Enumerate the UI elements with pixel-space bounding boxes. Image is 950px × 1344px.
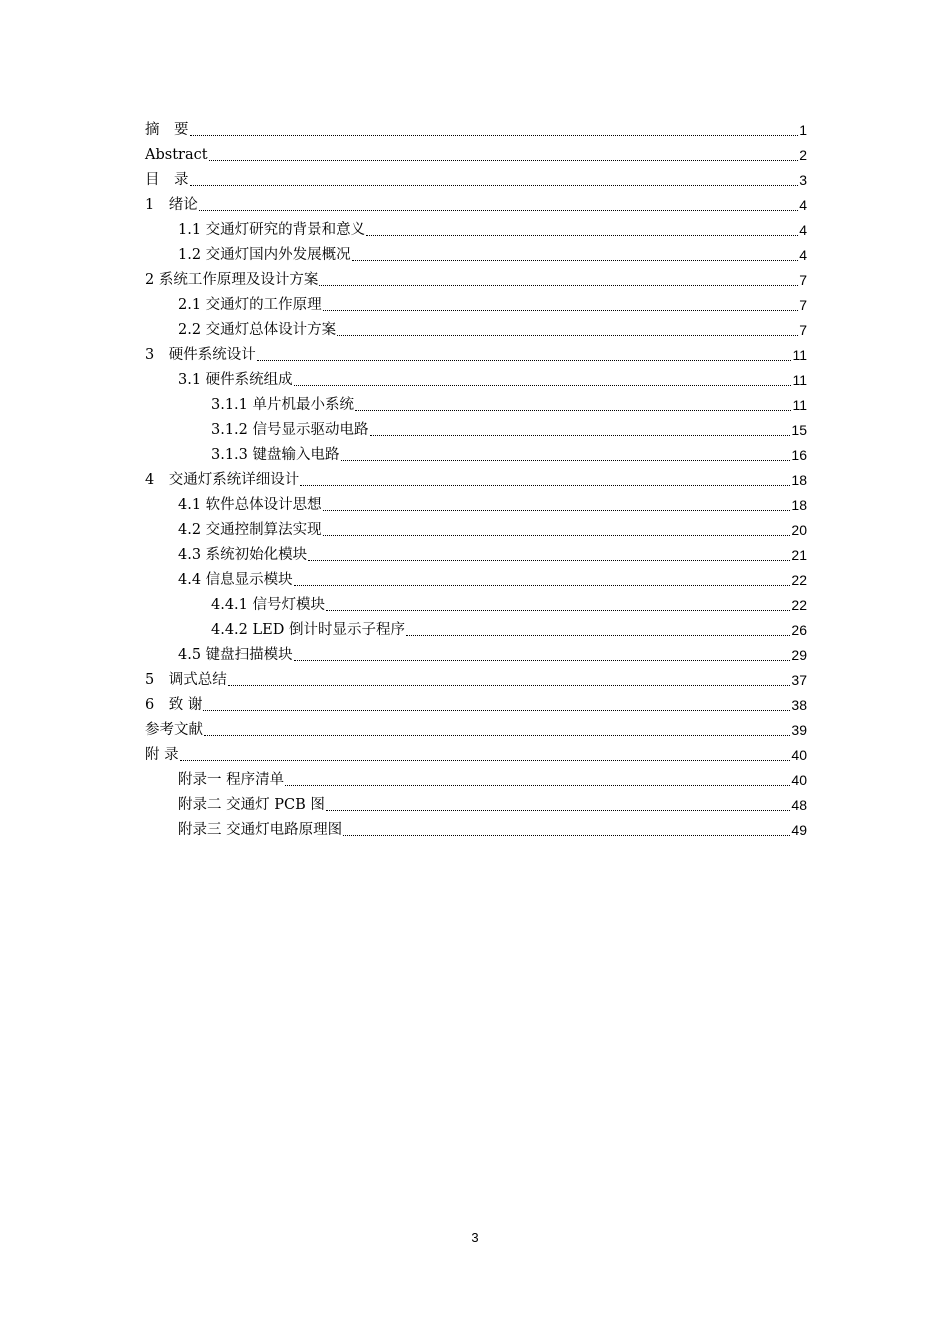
toc-entry-page: 16: [791, 447, 807, 463]
toc-entry-page: 7: [799, 272, 807, 288]
toc-dot-leader: [355, 410, 791, 411]
toc-dot-leader: [370, 435, 791, 436]
toc-dot-leader: [190, 135, 799, 136]
toc-entry[interactable]: [145, 291, 807, 316]
toc-entry-page: 40: [791, 747, 807, 763]
toc-entry[interactable]: [145, 391, 807, 416]
toc-entry-title: Abstract: [145, 147, 208, 163]
toc-dot-leader: [323, 310, 799, 311]
toc-entry-page: 15: [791, 422, 807, 438]
toc-entry[interactable]: [145, 191, 807, 216]
toc-entry-title: 3.1.2 信号显示驱动电路: [211, 422, 369, 438]
toc-dot-leader: [294, 660, 791, 661]
toc-entry[interactable]: [145, 416, 807, 441]
toc-dot-leader: [308, 560, 790, 561]
toc-entry[interactable]: [145, 541, 807, 566]
toc-entry[interactable]: [145, 616, 807, 641]
toc-entry-page: 7: [799, 297, 807, 313]
toc-entry-page: 1: [799, 122, 807, 138]
toc-entry[interactable]: [145, 691, 807, 716]
toc-entry-title: 附录一 程序清单: [178, 772, 285, 788]
toc-dot-leader: [190, 185, 799, 186]
toc-entry[interactable]: [145, 566, 807, 591]
toc-entry[interactable]: [145, 216, 807, 241]
toc-entry-page: 37: [791, 672, 807, 688]
toc-entry-title: 3.1.3 键盘输入电路: [211, 447, 340, 463]
toc-dot-leader: [199, 210, 798, 211]
toc-entry-title: 3 硬件系统设计: [145, 347, 256, 363]
toc-entry[interactable]: [145, 591, 807, 616]
toc-entry[interactable]: [145, 741, 807, 766]
toc-entry-page: 48: [791, 797, 807, 813]
toc-dot-leader: [343, 835, 790, 836]
toc-entry-page: 20: [791, 522, 807, 538]
toc-entry-title: 目 录: [145, 172, 189, 188]
toc-entry-title: 4.4 信息显示模块: [178, 572, 293, 588]
toc-entry-title: 4.4.2 LED 倒计时显示子程序: [211, 622, 405, 638]
toc-entry-title: 2.2 交通灯总体设计方案: [178, 322, 337, 338]
toc-dot-leader: [209, 160, 799, 161]
toc-entry-page: 11: [792, 372, 807, 388]
toc-entry-page: 49: [791, 822, 807, 838]
table-of-contents: [145, 116, 807, 841]
toc-entry-title: 2.1 交通灯的工作原理: [178, 297, 322, 313]
toc-dot-leader: [352, 260, 799, 261]
toc-entry-title: 参考文献: [145, 722, 203, 738]
toc-dot-leader: [366, 235, 798, 236]
toc-entry-page: 21: [791, 547, 807, 563]
toc-entry-page: 40: [791, 772, 807, 788]
toc-entry-page: 7: [799, 322, 807, 338]
toc-entry[interactable]: [145, 141, 807, 166]
toc-dot-leader: [323, 535, 791, 536]
toc-entry-title: 4.1 软件总体设计思想: [178, 497, 322, 513]
toc-entry-title: 摘 要: [145, 122, 189, 138]
toc-entry[interactable]: [145, 116, 807, 141]
toc-entry[interactable]: [145, 516, 807, 541]
toc-entry-page: 2: [799, 147, 807, 163]
toc-entry-title: 附录二 交通灯 PCB 图: [178, 797, 325, 813]
toc-entry[interactable]: [145, 166, 807, 191]
toc-entry[interactable]: [145, 466, 807, 491]
toc-entry-title: 4.2 交通控制算法实现: [178, 522, 322, 538]
toc-entry[interactable]: [145, 791, 807, 816]
toc-entry[interactable]: [145, 241, 807, 266]
toc-entry[interactable]: [145, 266, 807, 291]
toc-entry-title: 3.1.1 单片机最小系统: [211, 397, 355, 413]
toc-entry-title: 1 绪论: [145, 197, 198, 213]
toc-entry-page: 22: [791, 597, 807, 613]
toc-entry-title: 1.1 交通灯研究的背景和意义: [178, 222, 366, 238]
toc-entry[interactable]: [145, 716, 807, 741]
toc-dot-leader: [257, 360, 792, 361]
toc-dot-leader: [326, 610, 790, 611]
toc-entry-page: 4: [799, 197, 807, 213]
toc-dot-leader: [323, 510, 791, 511]
toc-dot-leader: [294, 385, 792, 386]
toc-entry-title: 2 系统工作原理及设计方案: [145, 272, 319, 288]
toc-entry[interactable]: [145, 641, 807, 666]
toc-entry-page: 11: [792, 397, 807, 413]
toc-entry-title: 1.2 交通灯国内外发展概况: [178, 247, 351, 263]
toc-entry-title: 附 录: [145, 747, 179, 763]
toc-entry-title: 4.3 系统初始化模块: [178, 547, 308, 563]
toc-dot-leader: [228, 685, 791, 686]
toc-entry[interactable]: [145, 366, 807, 391]
toc-entry-page: 11: [792, 347, 807, 363]
toc-entry-title: 4.5 键盘扫描模块: [178, 647, 293, 663]
toc-entry[interactable]: [145, 441, 807, 466]
toc-entry-title: 附录三 交通灯电路原理图: [178, 822, 343, 838]
toc-dot-leader: [204, 735, 790, 736]
toc-dot-leader: [285, 785, 790, 786]
toc-dot-leader: [319, 285, 798, 286]
toc-dot-leader: [300, 485, 790, 486]
toc-entry-title: 6 致 谢: [145, 697, 203, 713]
toc-entry-page: 29: [791, 647, 807, 663]
toc-entry[interactable]: [145, 666, 807, 691]
toc-entry-page: 39: [791, 722, 807, 738]
toc-entry[interactable]: [145, 491, 807, 516]
toc-dot-leader: [406, 635, 790, 636]
toc-entry-page: 18: [791, 472, 807, 488]
toc-entry[interactable]: [145, 316, 807, 341]
toc-entry[interactable]: [145, 766, 807, 791]
toc-entry-title: 4.4.1 信号灯模块: [211, 597, 326, 613]
toc-entry-title: 5 调式总结: [145, 672, 227, 688]
toc-entry-page: 4: [799, 222, 807, 238]
toc-entry-page: 4: [799, 247, 807, 263]
toc-entry[interactable]: [145, 341, 807, 366]
toc-dot-leader: [341, 460, 791, 461]
toc-dot-leader: [203, 710, 790, 711]
toc-dot-leader: [337, 335, 798, 336]
toc-entry-page: 18: [791, 497, 807, 513]
toc-entry-page: 3: [799, 172, 807, 188]
toc-dot-leader: [180, 760, 791, 761]
toc-entry-page: 22: [791, 572, 807, 588]
toc-dot-leader: [326, 810, 791, 811]
toc-entry-page: 38: [791, 697, 807, 713]
toc-dot-leader: [294, 585, 791, 586]
toc-entry[interactable]: [145, 816, 807, 841]
page-number: 3: [471, 1230, 479, 1245]
toc-entry-title: 3.1 硬件系统组成: [178, 372, 293, 388]
toc-entry-title: 4 交通灯系统详细设计: [145, 472, 300, 488]
toc-entry-page: 26: [791, 622, 807, 638]
